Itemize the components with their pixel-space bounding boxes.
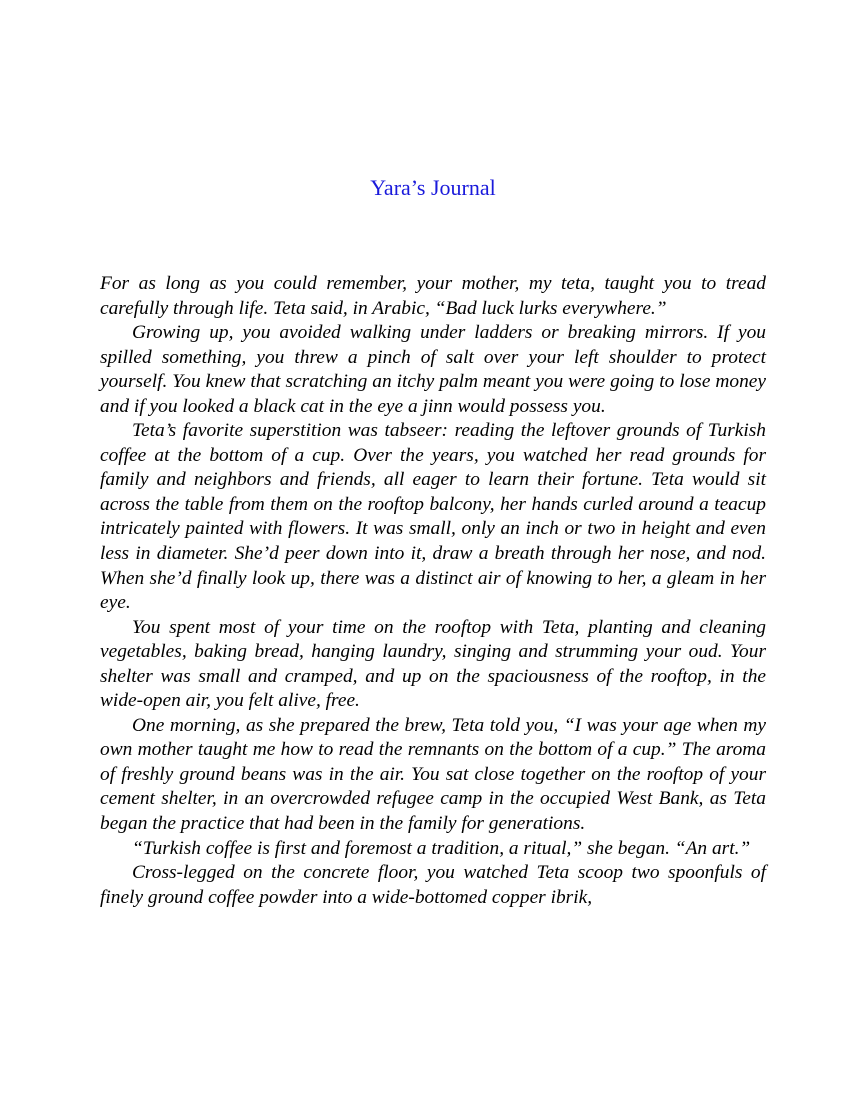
paragraph: Cross-legged on the concrete floor, you watched Teta scoop two spoonfuls of finely ground coffee powder into a wide-bottomed copper ibrik, (100, 862, 766, 908)
chapter-title: Yara’s Journal (370, 175, 496, 200)
chapter-body (100, 272, 766, 910)
paragraph: You spent most of your time on the rooftop with Teta, planting and cleaning vegetables, baking bread, hanging laundry, singing and strumming your oud. Your shelter was small and cramped, and up on the spaciousness of the rooftop, in the wide-open air, you felt alive, free. (100, 616, 766, 712)
paragraph: One morning, as she prepared the brew, Teta told you, “I was your age when my own mother taught me how to read the remnants on the bottom of a cup.” The aroma of freshly ground beans was in the air. You sat close together on the rooftop of your cement shelter, in an overcrowded refugee camp in the occupied West Bank, as Teta began the practice that had been in the family for generations. (100, 714, 766, 835)
paragraph: For as long as you could remember, your mother, my teta, taught you to tread carefully through life. Teta said, in Arabic, “Bad luck lurks everywhere.” (100, 273, 766, 319)
paragraph: Growing up, you avoided walking under ladders or breaking mirrors. If you spilled something, you threw a pinch of salt over your left shoulder to protect yourself. You knew that scratching an itchy palm meant you were going to lose money and if you looked a black cat in the eye a jinn would possess you. (100, 322, 766, 417)
paragraph: Teta’s favorite superstition was tabseer: reading the leftover grounds of Turkish coffee at the bottom of a cup. Over the years, you watched her read grounds for family and neighbors and friends, all eager to learn their fortune. Teta would sit across the table from them on the rooftop balcony, her hands curled around a teacup intricately painted with flowers. It was small, only an inch or two in height and even less in diameter. She’d peer down into it, draw a breath through her nose, and nod. When she’d finally look up, there was a distinct air of knowing to her, a gleam in her eye. (100, 420, 766, 614)
paragraph: “Turkish coffee is first and foremost a tradition, a ritual,” she began. “An art.” (132, 837, 751, 859)
